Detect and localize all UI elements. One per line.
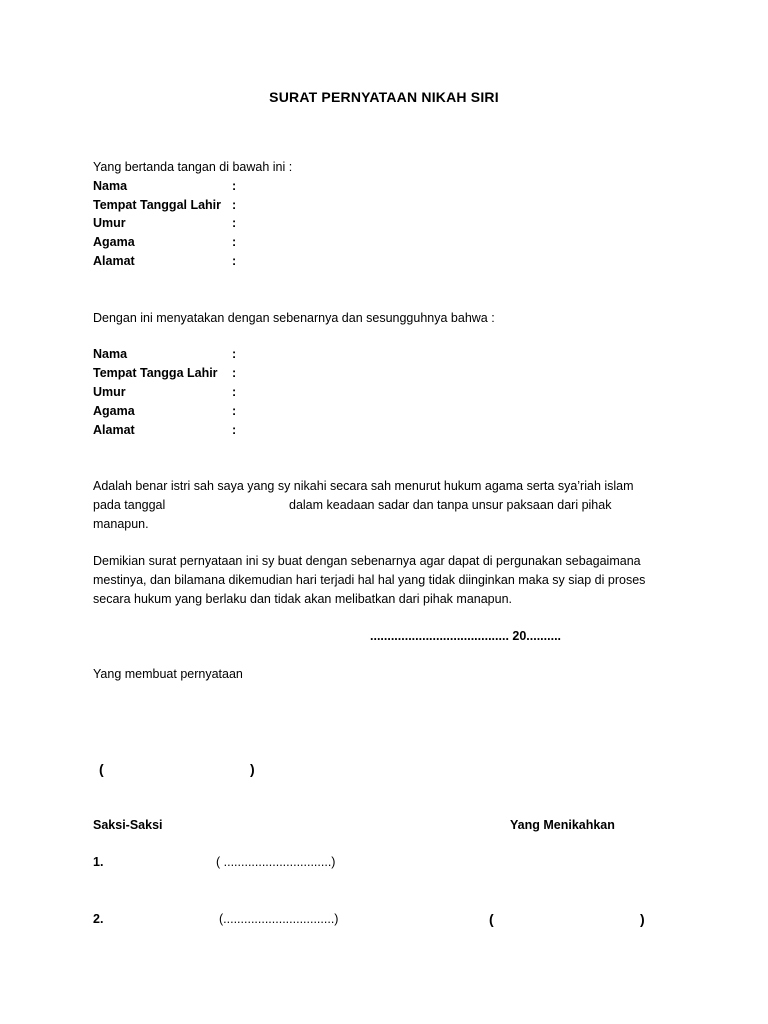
field-colon: : bbox=[232, 347, 237, 361]
paragraph-line: mestinya, dan bilamana dikemudian hari terjadi hal hal yang tidak diinginkan maka sy siap di proses bbox=[93, 573, 646, 587]
witness-2-blank: (................................) bbox=[219, 912, 339, 926]
field-label-umur: Umur bbox=[93, 216, 126, 230]
paragraph-line: Adalah benar istri sah saya yang sy nikahi secara sah menurut hukum agama serta sya’riah islam bbox=[93, 479, 634, 493]
field-label-nama: Nama bbox=[93, 179, 128, 193]
maker-sign-open: ( bbox=[99, 761, 104, 777]
intro-text: Yang bertanda tangan di bawah ini : bbox=[93, 160, 293, 174]
date-line: ........................................ 20.......... bbox=[370, 629, 562, 643]
paragraph-line: manapun. bbox=[93, 517, 149, 531]
field-colon: : bbox=[232, 404, 237, 418]
document-title: SURAT PERNYATAAN NIKAH SIRI bbox=[269, 89, 499, 105]
field-label-umur: Umur bbox=[93, 385, 126, 399]
witness-1-blank: ( ...............................) bbox=[216, 855, 336, 869]
officiant-sign-close: ) bbox=[640, 911, 645, 927]
field-label-alamat: Alamat bbox=[93, 423, 135, 437]
paragraph-line: dalam keadaan sadar dan tanpa unsur paksaan dari pihak bbox=[289, 498, 612, 512]
field-label-agama: Agama bbox=[93, 404, 135, 418]
field-colon: : bbox=[232, 366, 237, 380]
field-label-ttl: Tempat Tanggal Lahir bbox=[93, 198, 222, 212]
field-label-agama: Agama bbox=[93, 235, 135, 249]
field-label-ttl: Tempat Tangga Lahir bbox=[93, 366, 218, 380]
field-colon: : bbox=[232, 198, 237, 212]
witness-1-number: 1. bbox=[93, 855, 104, 869]
paragraph-line: pada tanggal bbox=[93, 498, 166, 512]
field-colon: : bbox=[232, 423, 237, 437]
officiant-label: Yang Menikahkan bbox=[510, 818, 615, 832]
maker-label: Yang membuat pernyataan bbox=[93, 667, 243, 681]
field-colon: : bbox=[232, 216, 237, 230]
witness-2-number: 2. bbox=[93, 912, 104, 926]
statement-text: Dengan ini menyatakan dengan sebenarnya dan sesungguhnya bahwa : bbox=[93, 311, 495, 325]
field-colon: : bbox=[232, 179, 237, 193]
maker-sign-close: ) bbox=[250, 761, 255, 777]
field-label-alamat: Alamat bbox=[93, 254, 135, 268]
witnesses-label: Saksi-Saksi bbox=[93, 818, 163, 832]
officiant-sign-open: ( bbox=[489, 911, 494, 927]
field-label-nama: Nama bbox=[93, 347, 128, 361]
paragraph-line: secara hukum yang berlaku dan tidak akan melibatkan dari pihak manapun. bbox=[93, 592, 513, 606]
paragraph-line: Demikian surat pernyataan ini sy buat dengan sebenarnya agar dapat di pergunakan sebagaimana bbox=[93, 554, 641, 568]
field-colon: : bbox=[232, 254, 237, 268]
field-colon: : bbox=[232, 385, 237, 399]
field-colon: : bbox=[232, 235, 237, 249]
